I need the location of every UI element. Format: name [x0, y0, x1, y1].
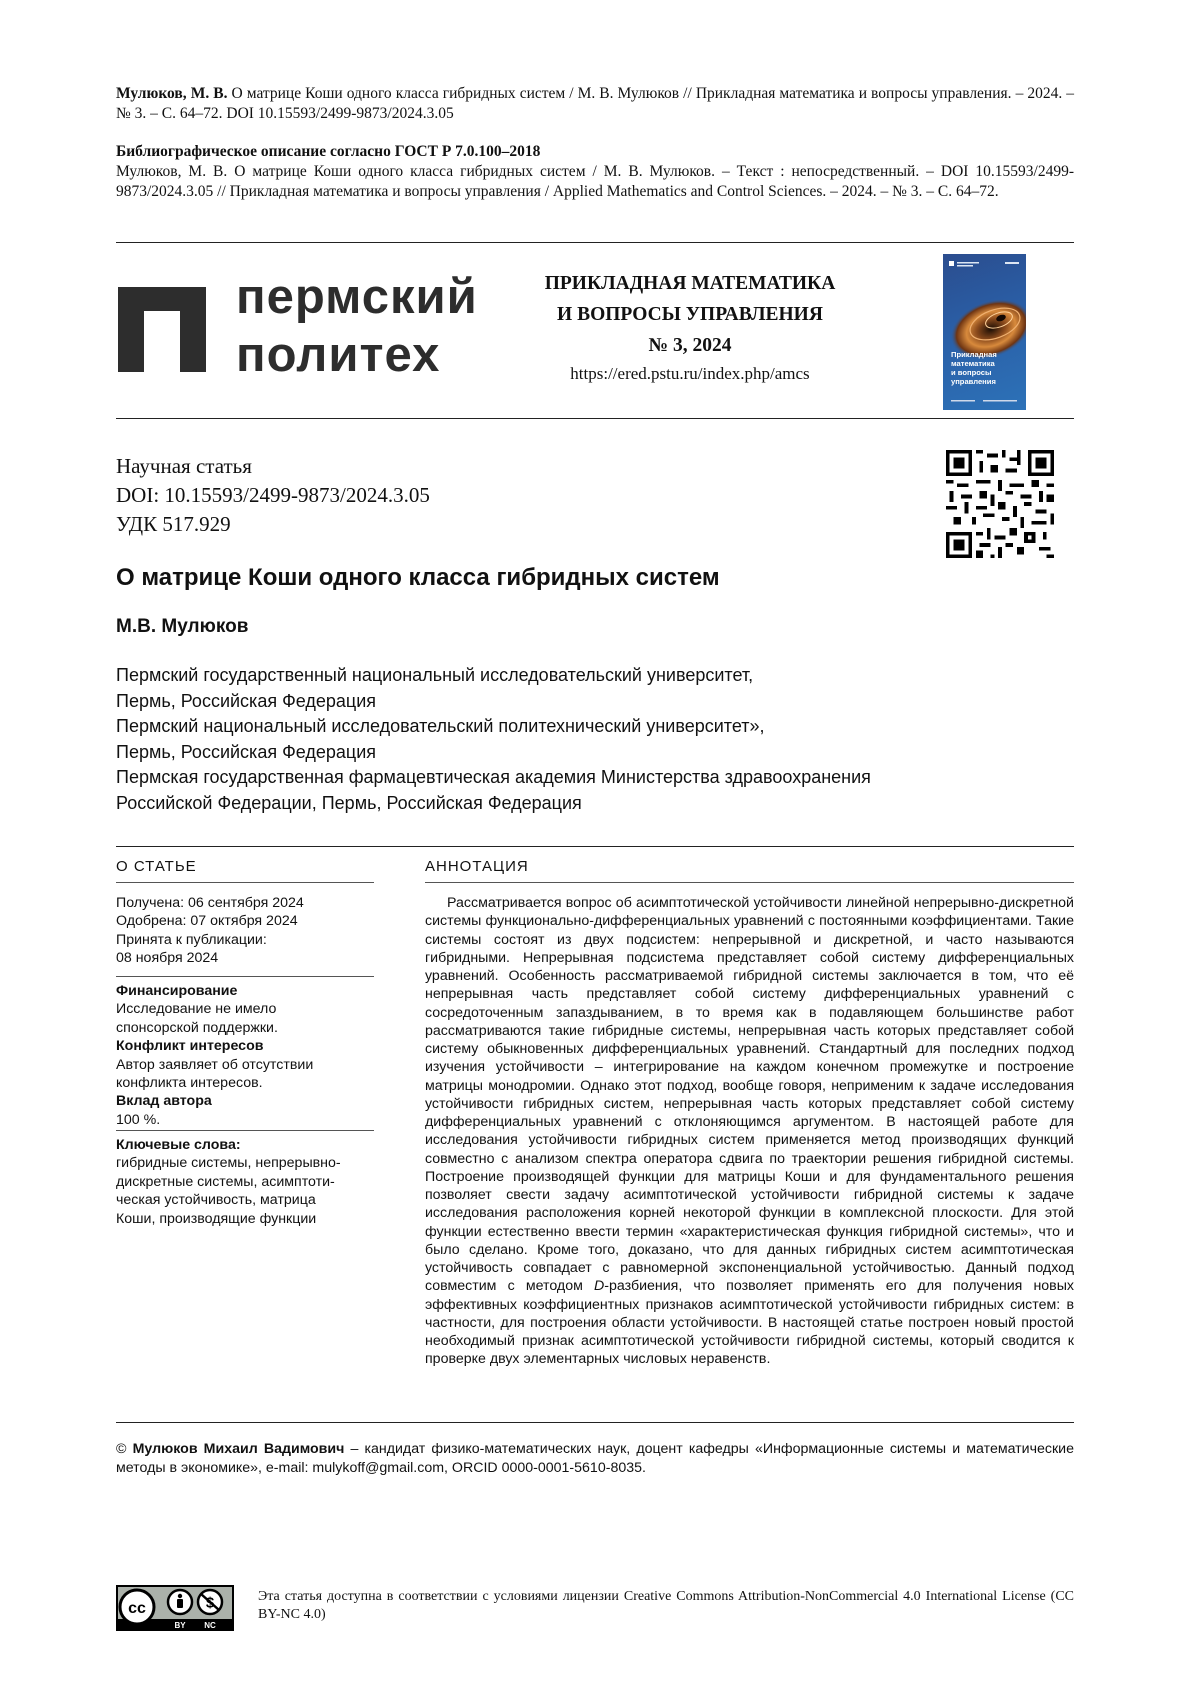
cover-line-3: и вопросы	[951, 368, 1021, 377]
author-info	[116, 1440, 1074, 1477]
header-top-rule	[116, 242, 1074, 243]
abstract-heading: АННОТАЦИЯ	[425, 858, 529, 875]
funding-text: спонсорской поддержки.	[116, 1019, 374, 1037]
author-full-name: Мулюков Михаил Вадимович	[133, 1441, 345, 1457]
article-title: О матрице Коши одного класса гибридных систем	[116, 564, 720, 592]
journal-title-line-1: ПРИКЛАДНАЯ МАТЕМАТИКА	[520, 268, 860, 299]
funding-text: Исследование не имело	[116, 1000, 374, 1018]
cc-label: cc	[128, 1600, 146, 1617]
citation-author: Мулюков, М. В.	[116, 85, 227, 102]
gost-heading: Библиографическое описание согласно ГОСТ Р 7.0.100–2018	[116, 142, 1074, 162]
journal-info	[520, 268, 860, 387]
about-details	[116, 982, 374, 1129]
article-type: Научная статья	[116, 452, 430, 481]
qr-code-icon	[946, 450, 1054, 558]
accepted-date: 08 ноября 2024	[116, 949, 374, 967]
conflict-text: конфликта интересов.	[116, 1074, 374, 1092]
affiliation-line: Российской Федерации, Пермь, Российская Федерация	[116, 791, 1074, 817]
journal-title-line-2: И ВОПРОСЫ УПРАВЛЕНИЯ	[520, 299, 860, 330]
keywords-text: дискретные системы, асимптоти-	[116, 1173, 374, 1191]
author-info-rule	[116, 1422, 1074, 1423]
contribution-label: Вклад автора	[116, 1092, 374, 1110]
keywords-label: Ключевые слова:	[116, 1136, 374, 1154]
article-doi[interactable]: DOI: 10.15593/2499-9873/2024.3.05	[116, 481, 430, 510]
keywords-text: гибридные системы, непрерывно-	[116, 1154, 374, 1172]
affiliation-line: Пермский национальный исследовательский политехнический университет»,	[116, 714, 1074, 740]
conflict-text: Автор заявляет об отсутствии	[116, 1056, 374, 1074]
cover-spiral-icon	[943, 254, 1026, 410]
about-article	[116, 894, 374, 968]
cover-line-1: Прикладная	[951, 350, 1021, 359]
section-top-rule	[116, 846, 1074, 847]
abstract-text-part-1: Рассматривается вопрос об асимптотической устойчивости линейной непрерывно-дискретной системы функционально-дифференциальных уравнений с постоянными коэффициентами. Такие системы состоят из двух подсистем: непрерывной и дискретной, и часто называются гибридными. Непрерывная подсистема представляет собой систему дифференциальных уравнений. Особенность рассматриваемой гибридной системы заключается в том, что её непрерывная часть представляет собой систему дифференциальных уравнений с сосредоточенным запаздыванием, в то время как в подавляющем большинстве работ рассматриваются такие гибридные системы, непрерывная часть которых представляет собой систему обыкновенных дифференциальных уравнений. Стандартный для последних подход изучения устойчивости – интегрирование на каждом конечном промежутке и построение матрицы монодромии. Однако этот подход, вообще говоря, неприменим к задаче исследования устойчивости гибридных систем, непрерывная часть которых представляет собой систему дифференциальных уравнений с отклоняющимся аргументом. В настоящей работе для исследования устойчивости гибридных систем применяется метод производящих функций совместно с анализом спектра оператора сдвига по траектории решения гибридной системы. Построение производящей функции для матрицы Коши и для фундаментального решения позволяет свести задачу асимптотической устойчивости гибридной системы к задаче исследования расположения корней некоторой функции в комплексной плоскости. Для этой функции естественно ввести термин «характеристическая функция гибридной системы», что и было сделано. Кроме того, доказано, что для данных гибридных систем асимптотическая устойчивость совпадает с равномерной экспоненциальной устойчивостью. Данный подход совместим с методом	[425, 895, 1074, 1294]
abstract-heading-rule	[425, 882, 1074, 883]
affiliation-line: Пермь, Российская Федерация	[116, 740, 1074, 766]
logo-line-1: пермский	[236, 268, 478, 326]
affiliation-line: Пермь, Российская Федерация	[116, 689, 1074, 715]
article-author: М.В. Мулюков	[116, 616, 248, 638]
gost-block	[116, 142, 1074, 202]
about-heading: О СТАТЬЕ	[116, 858, 197, 875]
keywords-text: Коши, производящие функции	[116, 1210, 374, 1228]
accepted-label: Принята к публикации:	[116, 931, 374, 949]
journal-issue: № 3, 2024	[520, 330, 860, 361]
article-meta	[116, 452, 430, 539]
conflict-label: Конфликт интересов	[116, 1037, 374, 1055]
cover-line-4: управления	[951, 377, 1021, 386]
cover-title	[951, 350, 1021, 386]
nc-label: NC	[204, 1621, 216, 1630]
about-divider	[116, 976, 374, 977]
approved-date: Одобрена: 07 октября 2024	[116, 912, 374, 930]
article-udk: УДК 517.929	[116, 510, 430, 539]
affiliation-line: Пермская государственная фармацевтическая академия Министерства здравоохранения	[116, 765, 1074, 791]
affiliation-line: Пермский государственный национальный исследовательский университет,	[116, 663, 1074, 689]
logo-text	[236, 268, 478, 384]
perm-polytech-logo-icon	[118, 287, 206, 372]
keywords-divider	[116, 1130, 374, 1131]
citation-block	[116, 84, 1074, 124]
journal-url[interactable]: https://ered.pstu.ru/index.php/amcs	[520, 361, 860, 387]
keywords	[116, 1136, 374, 1228]
cover-line-2: математика	[951, 359, 1021, 368]
contribution-text: 100 %.	[116, 1111, 374, 1129]
abstract-d-letter: D	[594, 1278, 604, 1294]
cc-by-nc-license-icon	[116, 1585, 234, 1631]
by-label: BY	[174, 1621, 186, 1630]
gost-text: Мулюков, М. В. О матрице Коши одного класса гибридных систем / М. В. Мулюков. – Текст : непосредственный. – DOI 10.15593/2499-9873/2024.3.05 // Прикладная математика и вопросы управления / Applied Mathematics and Control Sciences. – 2024. – № 3. – С. 64–72.	[116, 162, 1074, 202]
journal-cover	[943, 254, 1026, 410]
funding-label: Финансирование	[116, 982, 374, 1000]
citation-text: О матрице Коши одного класса гибридных систем / М. В. Мулюков // Прикладная математика и вопросы управления. – 2024. – № 3. – С. 64–72. DOI 10.15593/2499-9873/2024.3.05	[116, 85, 1074, 122]
license-text: Эта статья доступна в соответствии с условиями лицензии Creative Commons Attribution-NonCommercial 4.0 International License (CC BY-NC 4.0)	[258, 1588, 1074, 1624]
abstract-text-part-2: -разбиения, что позволяет применять его для получения новых эффективных коэффициентных признаков асимптотической устойчивости гибридных систем: в частности, для построения области устойчивости. В настоящей статье построен новый простой необходимый признак асимптотической устойчивости гибридной системы, который сводится к проверке двух элементарных числовых неравенств.	[425, 1278, 1074, 1367]
header-bottom-rule	[116, 418, 1074, 419]
about-heading-rule	[116, 882, 374, 883]
logo-line-2: политех	[236, 326, 478, 384]
received-date: Получена: 06 сентября 2024	[116, 894, 374, 912]
abstract-text	[425, 894, 1074, 1369]
copyright-symbol: ©	[116, 1441, 126, 1457]
affiliations	[116, 663, 1074, 816]
author-details: – кандидат физико-математических наук, доцент кафедры «Информационные системы и математические методы в экономике», e-mail: mulykoff@gmail.com, ORCID 0000-0001-5610-8035.	[116, 1441, 1074, 1476]
keywords-text: ческая устойчивость, матрица	[116, 1191, 374, 1209]
